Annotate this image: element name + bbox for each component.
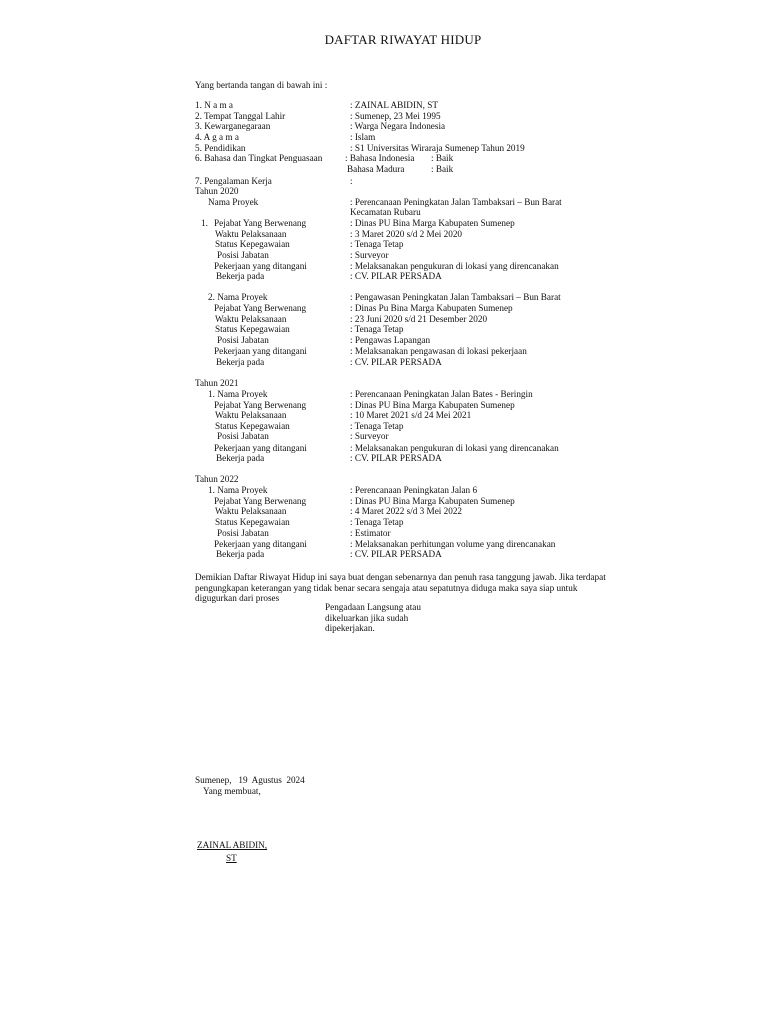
closing-statement: Demikian Daftar Riwayat Hidup ini saya buat dengan sebenarnya dan penuh rasa tanggung jawab. Jika terdapat pengungkapan keterangan yang tidak benar secara sengaja atau sepatutnya diduga maka saya siap untuk digugurkan dari proses [195,572,606,604]
project-detail-label: Bekerja pada [216,453,265,463]
field-label-birth: 2. Tempat Tanggal Lahir [195,111,286,121]
project-detail-label: Pejabat Yang Berwenang [214,496,307,506]
project-detail-label: Posisi Jabatan [217,431,269,441]
project-name-label: Nama Proyek [208,197,259,207]
field-value-religion: : Islam [350,132,376,142]
project-name-value: : Pengawasan Peningkatan Jalan Tambaksari – Bun Barat [350,292,561,302]
project-detail-label: Posisi Jabatan [217,250,269,260]
project-detail-label: Posisi Jabatan [217,335,269,345]
project-detail-label: Pejabat Yang Berwenang [214,218,307,228]
project-detail-value: : 10 Maret 2021 s/d 24 Mei 2021 [350,410,472,420]
project-name-label: 1. Nama Proyek [208,485,268,495]
project-detail-value: : Surveyor [350,431,389,441]
document-title: DAFTAR RIWAYAT HIDUP [324,32,482,47]
project-detail-label: Pekerjaan yang ditangani [214,443,307,453]
year-heading-2021: Tahun 2021 [195,378,239,388]
project-detail-value: : 23 Juni 2020 s/d 21 Desember 2020 [350,314,488,324]
project-detail-value: : Dinas Pu Bina Marga Kabupaten Sumenep [350,303,513,313]
place-date: Sumenep, 19 Agustus 2024 [195,775,305,785]
project-detail-label: Pekerjaan yang ditangani [214,346,307,356]
project-name-value-cont: Kecamatan Rubaru [350,207,421,217]
field-label-citizenship: 3. Kewarganegaraan [195,121,271,131]
field-value-citizenship: : Warga Negara Indonesia [350,121,446,131]
project-detail-label: Waktu Pelaksanaan [215,506,287,516]
project-detail-label: Bekerja pada [216,549,265,559]
project-detail-value: : CV. PILAR PERSADA [350,453,442,463]
made-by-label: Yang membuat, [203,786,261,796]
project-detail-label: Status Kepegawaian [215,324,290,334]
project-detail-label: Status Kepegawaian [215,421,290,431]
project-detail-label: Posisi Jabatan [217,528,269,538]
project-detail-value: : CV. PILAR PERSADA [350,549,442,559]
field-value-name: : ZAINAL ABIDIN, ST [350,100,438,110]
project-detail-label: Status Kepegawaian [215,517,290,527]
project-detail-value: : 3 Maret 2020 s/d 2 Mei 2020 [350,229,463,239]
signature-name: ZAINAL ABIDIN, [197,840,268,850]
project-number: 1. [201,218,208,228]
signature-title: ST [226,853,237,863]
language-level: : Baik [431,153,454,163]
project-detail-label: Pekerjaan yang ditangani [214,539,307,549]
project-detail-value: : Tenaga Tetap [350,517,404,527]
project-name-label: 1. Nama Proyek [208,389,268,399]
project-detail-value: : Pengawas Lapangan [350,335,431,345]
language-name: Bahasa Madura [347,164,405,174]
field-label-experience: 7. Pengalaman Kerja [195,176,272,186]
project-detail-value: : CV. PILAR PERSADA [350,271,442,281]
project-detail-label: Pekerjaan yang ditangani [214,261,307,271]
project-detail-value: : Tenaga Tetap [350,324,404,334]
year-heading-2020: Tahun 2020 [195,186,239,196]
project-name-value: : Perencanaan Peningkatan Jalan Bates - Beringin [350,389,533,399]
project-detail-label: Status Kepegawaian [215,239,290,249]
closing-line: dikeluarkan jika sudah [325,613,409,623]
field-value-birth: : Sumenep, 23 Mei 1995 [350,111,441,121]
project-detail-label: Waktu Pelaksanaan [215,229,287,239]
project-detail-label: Bekerja pada [216,271,265,281]
closing-line: Pengadaan Langsung atau [325,602,421,612]
project-detail-value: : Melaksanakan pengawasan di lokasi pekerjaan [350,346,527,356]
project-detail-label: Bekerja pada [216,357,265,367]
project-detail-value: : Melaksanakan perhitungan volume yang direncanakan [350,539,556,549]
project-detail-value: : Melaksanakan pengukuran di lokasi yang direncanakan [350,443,559,453]
project-detail-value: : Melaksanakan pengukuran di lokasi yang direncanakan [350,261,559,271]
project-detail-value: : Tenaga Tetap [350,421,404,431]
field-label-religion: 4. A g a m a [195,132,239,142]
project-name-label: 2. Nama Proyek [208,292,268,302]
project-name-value: : Perencanaan Peningkatan Jalan Tambaksari – Bun Barat [350,197,562,207]
project-detail-value: : CV. PILAR PERSADA [350,357,442,367]
field-label-language: 6. Bahasa dan Tingkat Penguasaan [195,153,323,163]
project-detail-value: : 4 Maret 2022 s/d 3 Mei 2022 [350,506,463,516]
year-heading-2022: Tahun 2022 [195,474,239,484]
project-name-value: : Perencanaan Peningkatan Jalan 6 [350,485,478,495]
project-detail-value: : Dinas PU Bina Marga Kabupaten Sumenep [350,496,515,506]
project-detail-label: Pejabat Yang Berwenang [214,303,307,313]
field-label-education: 5. Pendidikan [195,143,246,153]
closing-line: dipekerjakan. [325,623,375,633]
intro-text: Yang bertanda tangan di bawah ini : [195,80,328,90]
project-detail-value: : Dinas PU Bina Marga Kabupaten Sumenep [350,218,515,228]
language-name: : Bahasa Indonesia [345,153,415,163]
project-detail-value: : Dinas PU Bina Marga Kabupaten Sumenep [350,400,515,410]
project-detail-value: : Tenaga Tetap [350,239,404,249]
project-detail-value: : Estimator [350,528,391,538]
project-detail-value: : Surveyor [350,250,389,260]
field-label-name: 1. N a m a [195,100,234,110]
project-detail-label: Pejabat Yang Berwenang [214,400,307,410]
project-detail-label: Waktu Pelaksanaan [215,314,287,324]
field-value-education: : S1 Universitas Wiraraja Sumenep Tahun 2019 [350,143,525,153]
field-value-experience: : [350,176,353,186]
project-detail-label: Waktu Pelaksanaan [215,410,287,420]
language-level: : Baik [431,164,454,174]
